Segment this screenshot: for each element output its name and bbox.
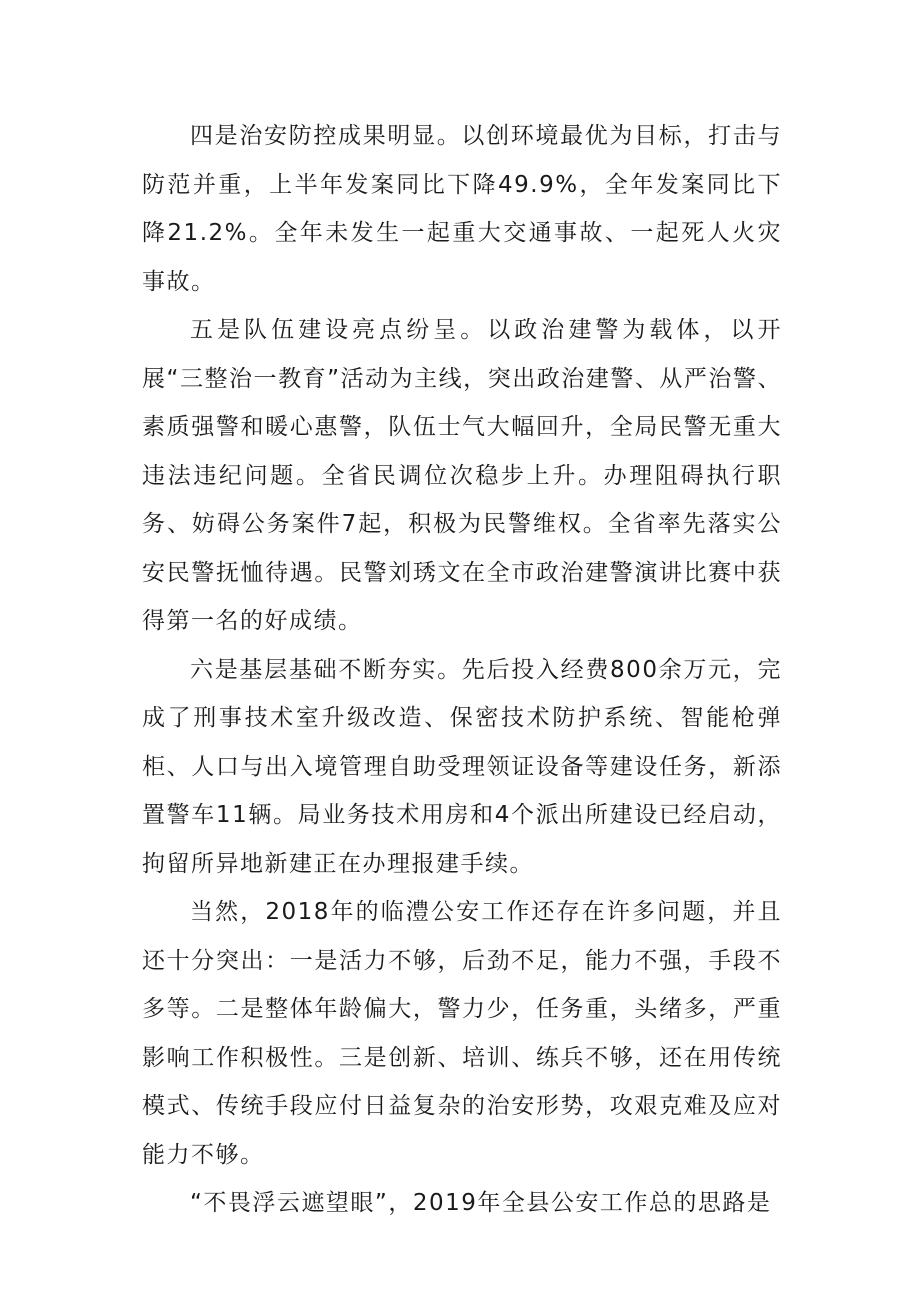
paragraph-2019-plan: “不畏浮云遮望眼”，2019年全县公安工作总的思路是: [190, 1190, 772, 1216]
paragraph-existing-problems: 当然，2018年的临澧公安工作还存在许多问题，并且还十分突出：一是活力不够，后劲不足，能力不强，手段不多等。二是整体年龄偏大，警力少，任务重，头绪多，严重影响工作积极性。三是创新、培训、练兵不够，还在用传统模式、传统手段应付日益复杂的治安形势，攻艰克难及应对能力不够。: [142, 899, 782, 1168]
paragraph-public-security-control: 四是治安防控成果明显。以创环境最优为目标，打击与防范并重，上半年发案同比下降49.9%，全年发案同比下降21.2%。全年未发生一起重大交通事故、一起死人火灾事故。: [142, 123, 782, 295]
paragraph-grassroots-foundation: 六是基层基础不断夯实。先后投入经费800余万元，完成了刑事技术室升级改造、保密技术防护系统、智能枪弹柜、人口与出入境管理自助受理领证设备等建设任务，新添置警车11辆。局业务技术用房和4个派出所建设已经启动，拘留所异地新建正在办理报建手续。: [142, 656, 782, 877]
paragraph-team-building: 五是队伍建设亮点纷呈。以政治建警为载体，以开展“三整治一教育”活动为主线，突出政治建警、从严治警、素质强警和暖心惠警，队伍士气大幅回升，全局民警无重大违法违纪问题。全省民调位次稳步上升。办理阻碍执行职务、妨碍公务案件7起，积极为民警维权。全省率先落实公安民警抚恤待遇。民警刘琇文在全市政治建警演讲比赛中获得第一名的好成绩。: [142, 317, 782, 634]
document-body: [142, 112, 782, 1228]
